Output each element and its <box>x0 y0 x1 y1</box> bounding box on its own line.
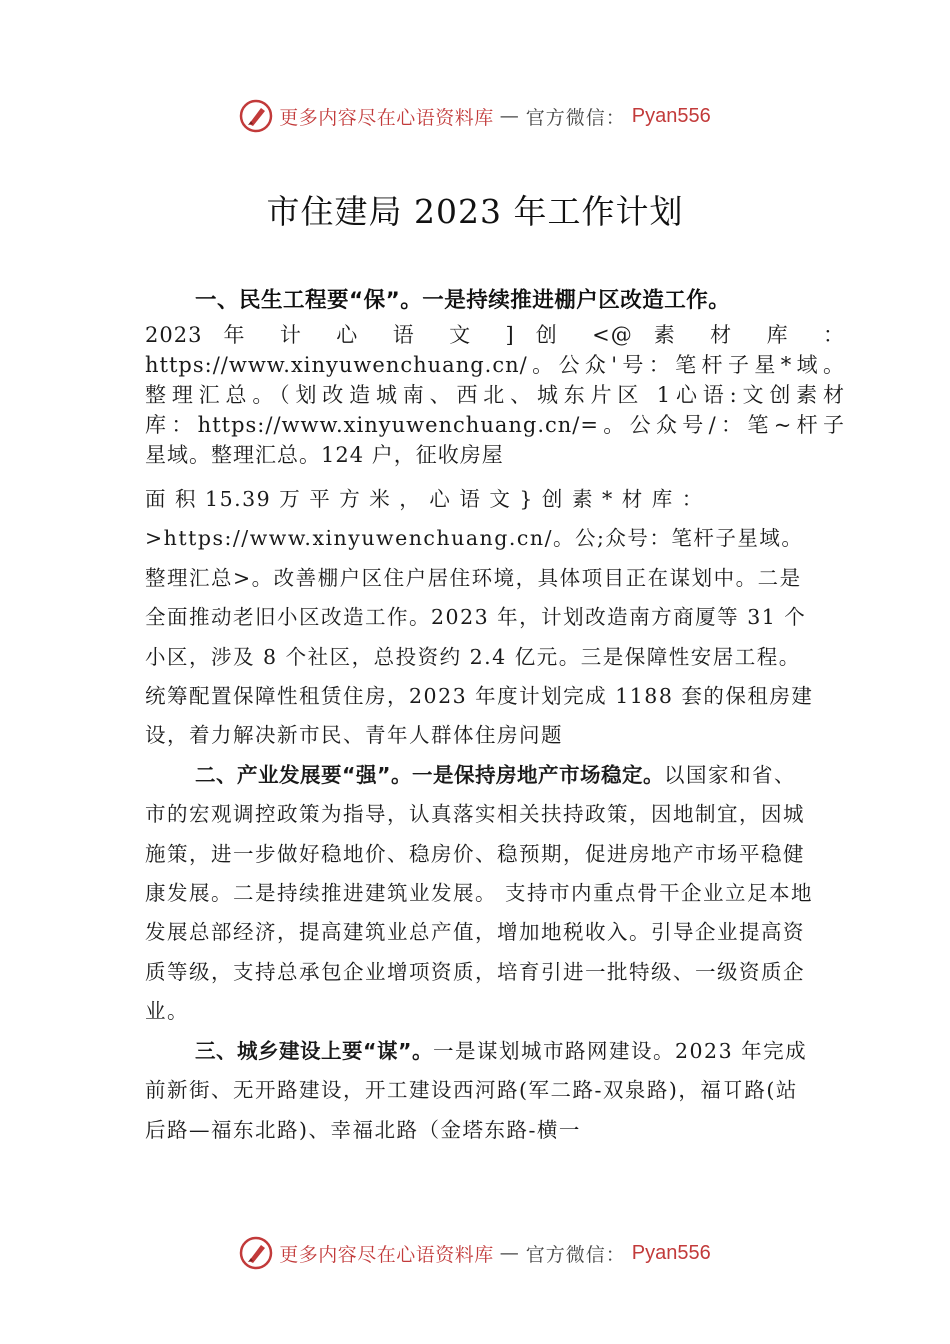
text-line: https://www.xinyuwenchuang.cn/。公众'号：笔杆子星*域。 <box>145 353 845 377</box>
banner-separator: — <box>499 105 520 127</box>
banner-main-text: 更多内容尽在心语资料库 <box>279 1243 494 1266</box>
header-banner <box>0 96 950 136</box>
page-title: 市住建局 2023 年工作计划 <box>266 192 684 231</box>
section2-heading: 二、产业发展要“强”。一是保持房地产市场稳定。 <box>195 762 664 787</box>
banner-wechat-label: 官方微信： <box>525 1243 626 1266</box>
section1-block <box>145 320 845 470</box>
section1-paragraph: 面 积 15.39 万 平 方 米 ， 心 语 文 } 创 素 * 材 库 ：>https://www.xinyuwenchuang.cn/。公;众号：笔杆子星域。整理汇总>。改善棚户区住户居住环境，具体项目正在谋划中。二是全面推动老旧小区改造工作。2023 年，计划改造南方商厦等 31 个小区，涉及 8 个社区，总投资约 2.4 亿元。三是保障性安居工程。统筹配置保障性租赁住房，2023 年度计划完成 1188 套的保租房建设，着力解决新市民、青年人群体住房问题 <box>145 487 814 748</box>
section3-text: 一是谋划城市路网建设。2023 年完成前新街、无开路建设，开工建设西河路(军二路-双泉路)，福㔿路(站后路—福东北路)、幸福北路（金塔东路-横一 <box>145 1038 808 1142</box>
document-body <box>145 282 845 1150</box>
banner-wechat-id: Pyan556 <box>631 1241 711 1264</box>
section1-heading: 一、民生工程要“保”。一是持续推进棚户区改造工作。 <box>195 288 731 313</box>
banner-wechat-label: 官方微信： <box>525 106 626 129</box>
pen-logo-icon <box>239 99 273 133</box>
footer-banner <box>0 1233 950 1273</box>
section2-text: 以国家和省、市的宏观调控政策为指导，认真落实相关扶持政策，因地制宜，因城施策，进一步做好稳地价、稳房价、稳预期，促进房地产市场平稳健康发展。二是持续推进建筑业发展。 支持市内重点骨干企业立足本地发展总部经济，提高建筑业总产值，增加地税收入。引导企业提高资质等级，支持总承包企业增项资质，培育引进一批特级、一级资质企业。 <box>145 762 814 1024</box>
banner-main-text: 更多内容尽在心语资料库 <box>279 106 494 129</box>
banner-wechat-id: Pyan556 <box>631 104 711 127</box>
section3-heading: 三、城乡建设上要“谋”。 <box>195 1038 433 1063</box>
banner-separator: — <box>499 1242 520 1264</box>
section2-paragraph <box>145 756 815 1032</box>
text-line: 星域。整理汇总。124 户，征收房屋 <box>145 443 504 467</box>
text-line: 库：https://www.xinyuwenchuang.cn/=。公众号/：笔~杆子 <box>145 413 845 437</box>
section3-paragraph <box>145 1032 815 1150</box>
text-line: 整理汇总。（划改造城南、西北、城东片区 1心语:文创素材 <box>145 383 845 407</box>
pen-logo-icon <box>239 1236 273 1270</box>
text-line: 2023 年 计 心 语 文 ] 创 <@ 素 材 库 ： <box>145 323 845 347</box>
